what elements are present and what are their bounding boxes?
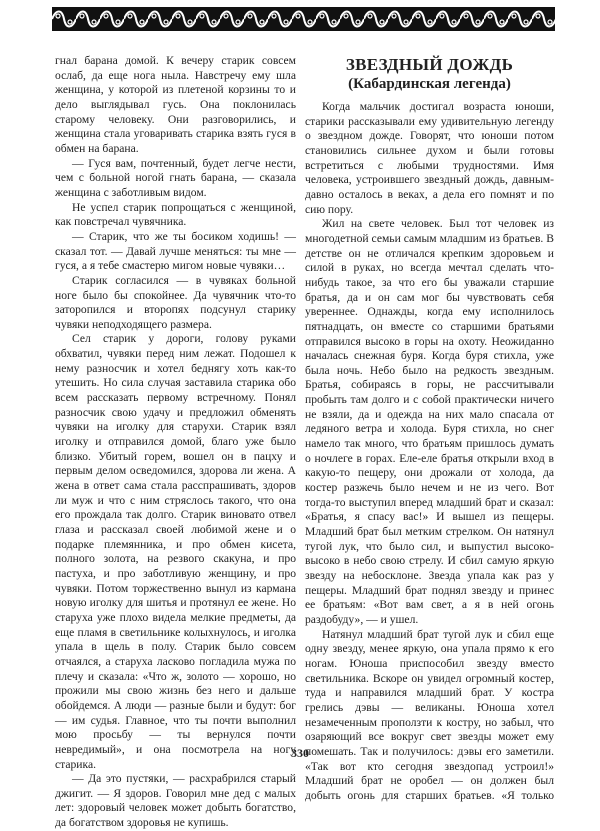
paragraph: Жил на свете человек. Был тот человек из многодетной семьи самым младшим из братьев. В детстве он не отличался крепким здоровьем и силой в руках, но всегда мечтал сделать что-нибудь такое, за что его бы уважали старшие братья, да и он сам мог бы чувствовать себя увереннее. Однажды, когда ему исполнилось пятнадцать, он вместе со старшими братьями отправился высоко в горы на охоту. Неожиданно началась снежная буря. Когда буря стихла, уже была ночь. Небо было на редкость звездным. Братья, собираясь в горы, не рассчитывали пробыть там долго и с собой практически ничего не взяли, да и одежда на них мало спасала от ледяного ветра и холода. Буря стихла, но снег намело так много, что братьям пришлось думать о ночлеге в горах. Еле-еле братья открыли вход в какую-то пещеру, они дрожали от холода, да костер разжечь было нечем и не из чего. Вот тогда-то выступил вперед младший брат и сказал: «Братья, я спасу вас!» И вышел из пещеры. Младший брат был метким стрелком. Он натянул тугой лук, что было сил, и выпустил высоко-высоко в небо свою стрелу. И сбил самую яркую звезду на небосклоне. Звезда упала как раз у пещеры. Младший брат поднял звезду и принес ее братьям: «Вот вам свет, а я в ней огонь раздобуду», — и ушел.	[305, 217, 554, 626]
paragraph: Натянул младший брат тугой лук и сбил еще одну звезду, менее яркую, она упала прямо к его ногам. Юноша приспособил звезду вместо светильника. Вскоре он увидел огромный костер, туда и направился младший брат. У костра грелись дэвы — великаны. Юноша хотел незамеченным проползти к костру, но забыл, что озаряющий все вокруг свет звезды может ему помешать. Так и получилось: дэвы его заметили. «Так вот кто сегодня звездопад устроил!» Младший брат не оробел — он должен был добыть огонь для старших братьев. «Я только	[305, 627, 554, 802]
paragraph: Сел старик у дороги, голову руками обхватил, чувяки перед ним лежат. Подошел к нему разносчик и хотел беднягу хоть как-то утешить. Но сила случая заставила старика обо всем рассказать первому встречному. Понял разносчик свою удачу и предложил обменять чувяки на иголку для старухи. Старик взял иголку и отправился домой, благо уже было близко. Убитый горем, вошел он в пацху и первым делом осведомился, здорова ли жена. А жена в ответ сама стала расспрашивать, здоров ли муж и что с ним стряслось такого, что она его прождала так долго. Старик виновато отвел глаза и рассказал своей любимой жене и о подарке племянника, и про обмен кисета, полного золота, на резвого скакуна, и про пастуха, и про заботливую женщину, и про чувяки. Потом торжественно вынул из кармана новую иголку для шитья и протянул ее жене. Но старуха уже плохо видела мелкие предметы, да еще пламя в светильнике колыхнулось, и иголка упала в щель в полу. Старик было совсем отчаялся, а старуха ласково погладила мужа по плечу и сказала: «Что ж, золото — хорошо, но прожили мы свою жизнь без него и дальше обойдемся. А люди — разные были и будут: бог — им судья. Главное, что ты почти выполнил мою просьбу — ты вернулся почти невредимый», и она посмотрела на ногу старика.	[55, 332, 296, 771]
paragraph: Не успел старик попрощаться с женщиной, как повстречал чувячника.	[55, 200, 296, 229]
decorative-ornament-border	[52, 7, 555, 31]
right-text-column	[305, 52, 554, 804]
paragraph: Старик согласился — в чувяках больной ноге было бы спокойнее. Да чувячник что-то заторопился и второпях подсунул старику чувяки неподходящего размера.	[55, 273, 296, 331]
paragraph: гнал барана домой. К вечеру старик совсем ослаб, да еще нога ныла. Навстречу ему шла женщина, у которой из плетеной корзины то и дело выглядывал гусь. Она поклонилась старому человеку. Они разговорились, и женщина стала уговаривать старика взять гуся в обмен на барана.	[55, 54, 296, 155]
paragraph: — Гуся вам, почтенный, будет легче нести, чем с больной ногой гнать барана, — сказала женщина с заботливым видом.	[55, 156, 296, 199]
paragraph: Когда мальчик достигал возраста юноши, старики рассказывали ему удивительную легенду о звездном дожде. Говорят, что юноши потом становились сильнее духом и были готовы встретиться с любыми трудностями. Имя человека, устроившего звездный дождь, давным-давно осталось в веках, а дела его помнят и по сию пору.	[305, 100, 554, 216]
story-subtitle: (Кабардинская легенда)	[348, 76, 511, 92]
paragraph: — Старик, что же ты босиком ходишь! — сказал тот. — Давай лучше меняться: ты мне — гуся, а я тебе смастерю мигом новые чувяки…	[55, 229, 296, 273]
left-text-column	[55, 54, 296, 831]
page-number: 330	[291, 746, 309, 760]
story-title: ЗВЕЗДНЫЙ ДОЖДЬ	[345, 55, 514, 74]
paragraph: — Да это пустяки, — расхрабрился старый джигит. — Я здоров. Говорил мне дед с малых лет: здоровый человек может добыть богатство, да богатством здоровья не купишь.	[55, 772, 296, 830]
